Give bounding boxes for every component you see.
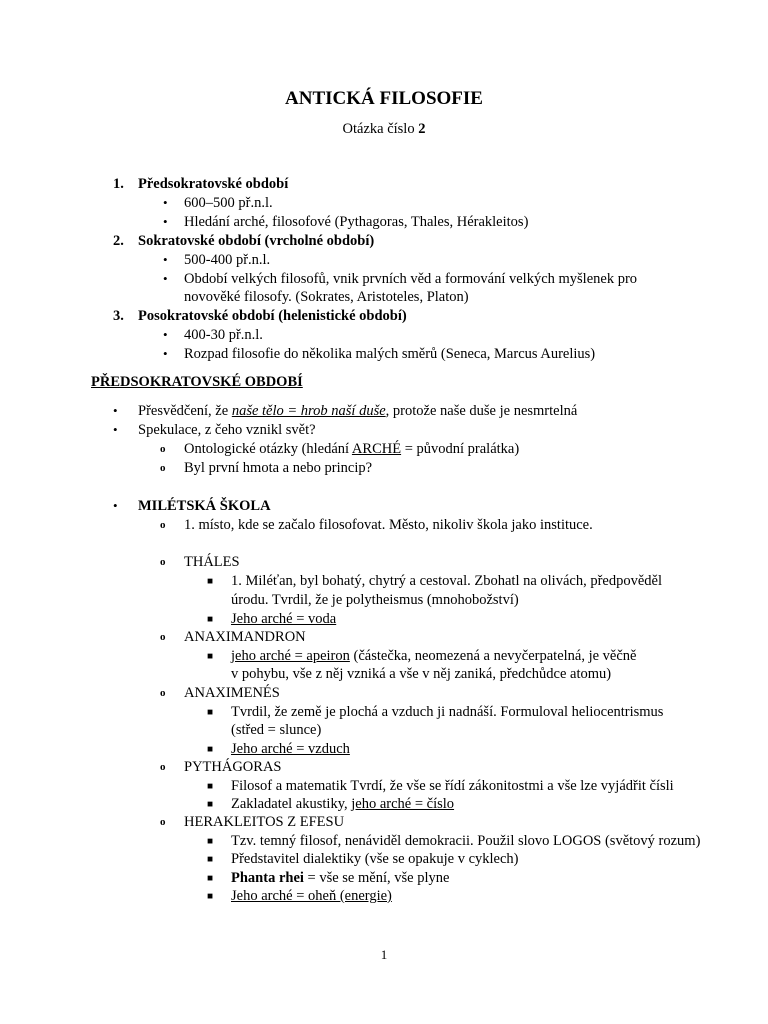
anaximandron-line-1	[231, 647, 637, 665]
bullet-icon: •	[113, 403, 118, 418]
outline-3-bullet-1: 400-30 př.n.l.	[184, 327, 263, 343]
anaximandron-arche: jeho arché = apeiron	[231, 648, 350, 664]
text: Ontologické otázky (hledání	[184, 441, 352, 457]
philosopher-thales: THÁLES	[184, 554, 240, 570]
herakleitos-line-3	[231, 869, 449, 887]
square-bullet-icon: ■	[207, 707, 214, 718]
square-bullet-icon: ■	[207, 873, 214, 884]
subtitle-number: 2	[418, 121, 426, 137]
outline-number-3: 3.	[113, 308, 124, 324]
anaximenes-arche: Jeho arché = vzduch	[231, 741, 350, 757]
square-bullet-icon: ■	[207, 576, 214, 587]
philosopher-anaximandron: ANAXIMANDRON	[184, 629, 306, 645]
thales-line-1: 1. Miléťan, byl bohatý, chytrý a cestoval. Zbohatl na olivách, předpověděl	[231, 573, 662, 589]
thales-arche: Jeho arché = voda	[231, 611, 337, 627]
circle-bullet-icon: o	[160, 687, 166, 699]
page-title: ANTICKÁ FILOSOFIE	[285, 88, 483, 109]
outline-heading-1: Předsokratovské období	[138, 176, 289, 192]
bullet-icon: •	[163, 195, 168, 210]
herakleitos-arche: Jeho arché = oheň (energie)	[231, 888, 392, 904]
section-bullet-2: Spekulace, z čeho vznikl svět?	[138, 422, 316, 438]
emphasis: naše tělo = hrob naší duše	[231, 403, 386, 419]
bullet-icon: •	[163, 271, 168, 286]
text: = původní pralátka)	[401, 441, 520, 457]
circle-bullet-icon: o	[160, 462, 166, 474]
square-bullet-icon: ■	[207, 836, 214, 847]
text: , protože naše duše je nesmrtelná	[385, 403, 578, 419]
square-bullet-icon: ■	[207, 744, 214, 755]
section-sub-2: Byl první hmota a nebo princip?	[184, 460, 373, 476]
bullet-icon: •	[163, 327, 168, 342]
outline-2-bullet-1: 500-400 př.n.l.	[184, 252, 271, 268]
bullet-icon: •	[113, 422, 118, 437]
circle-bullet-icon: o	[160, 761, 166, 773]
school-intro: 1. místo, kde se začalo filosofovat. Město, nikoliv škola jako instituce.	[184, 517, 593, 533]
school-heading: MILÉTSKÁ ŠKOLA	[138, 498, 271, 514]
philosopher-anaximenes: ANAXIMENÉS	[184, 685, 280, 701]
arche-term: ARCHÉ	[351, 441, 402, 457]
anaximenes-line-1: Tvrdil, že země je plochá a vzduch ji nadnáší. Formuloval heliocentrismus	[231, 704, 664, 720]
text: = vše se mění, vše plyne	[303, 870, 450, 886]
outline-2-bullet-2: Období velkých filosofů, vnik prvních věd a formování velkých myšlenek pro	[184, 271, 638, 287]
square-bullet-icon: ■	[207, 891, 214, 902]
philosopher-herakleitos: HERAKLEITOS Z EFESU	[184, 814, 345, 830]
circle-bullet-icon: o	[160, 519, 166, 531]
outline-heading-2: Sokratovské období (vrcholné období)	[138, 233, 375, 249]
text: (částečka, neomezená a nevyčerpatelná, je věčně	[349, 648, 637, 664]
pythagoras-line-1: Filosof a matematik Tvrdí, že vše se řídí zákonitostmi a vše lze vyjádřit čísli	[231, 778, 674, 794]
anaximenes-line-2: (střed = slunce)	[231, 722, 322, 738]
thales-line-2: úrodu. Tvrdil, že je polytheismus (mnohobožství)	[231, 592, 519, 608]
bullet-icon: •	[163, 252, 168, 267]
herakleitos-line-2: Představitel dialektiky (vše se opakuje v cyklech)	[231, 851, 519, 867]
outline-1-bullet-2: Hledání arché, filosofové (Pythagoras, Thales, Hérakleitos)	[184, 214, 529, 230]
bullet-icon: •	[163, 346, 168, 361]
question-number	[0, 120, 768, 138]
section-sub-1	[184, 440, 519, 458]
outline-number-1: 1.	[113, 176, 124, 192]
anaximandron-line-2: v pohybu, vše z něj vzniká a vše v něj zaniká, předchůdce atomu)	[231, 666, 612, 682]
square-bullet-icon: ■	[207, 799, 214, 810]
outline-3-bullet-2: Rozpad filosofie do několika malých směrů (Seneca, Marcus Aurelius)	[184, 346, 596, 362]
circle-bullet-icon: o	[160, 631, 166, 643]
text: Přesvědčení, že	[138, 403, 232, 419]
text: Zakladatel akustiky,	[231, 796, 352, 812]
outline-number-2: 2.	[113, 233, 124, 249]
circle-bullet-icon: o	[160, 443, 166, 455]
pythagoras-line-2	[231, 795, 454, 813]
bullet-icon: •	[113, 498, 118, 513]
circle-bullet-icon: o	[160, 816, 166, 828]
square-bullet-icon: ■	[207, 854, 214, 865]
outline-1-bullet-1: 600–500 př.n.l.	[184, 195, 273, 211]
pythagoras-arche: jeho arché = číslo	[351, 796, 455, 812]
bullet-icon: •	[163, 214, 168, 229]
section-bullet-1	[138, 402, 577, 420]
phanta-rhei: Phanta rhei	[231, 870, 304, 886]
herakleitos-line-1: Tzv. temný filosof, nenáviděl demokracii. Použil slovo LOGOS (světový rozum)	[231, 833, 701, 849]
section-heading: PŘEDSOKRATOVSKÉ OBDOBÍ	[91, 374, 303, 390]
outline-2-bullet-2-cont: novověké filosofy. (Sokrates, Aristoteles, Platon)	[184, 289, 469, 305]
square-bullet-icon: ■	[207, 781, 214, 792]
square-bullet-icon: ■	[207, 614, 214, 625]
philosopher-pythagoras: PYTHÁGORAS	[184, 759, 282, 775]
circle-bullet-icon: o	[160, 556, 166, 568]
page-number: 1	[380, 947, 388, 962]
outline-heading-3: Posokratovské období (helenistické období)	[138, 308, 407, 324]
subtitle-prefix: Otázka číslo	[342, 121, 419, 137]
square-bullet-icon: ■	[207, 651, 214, 662]
